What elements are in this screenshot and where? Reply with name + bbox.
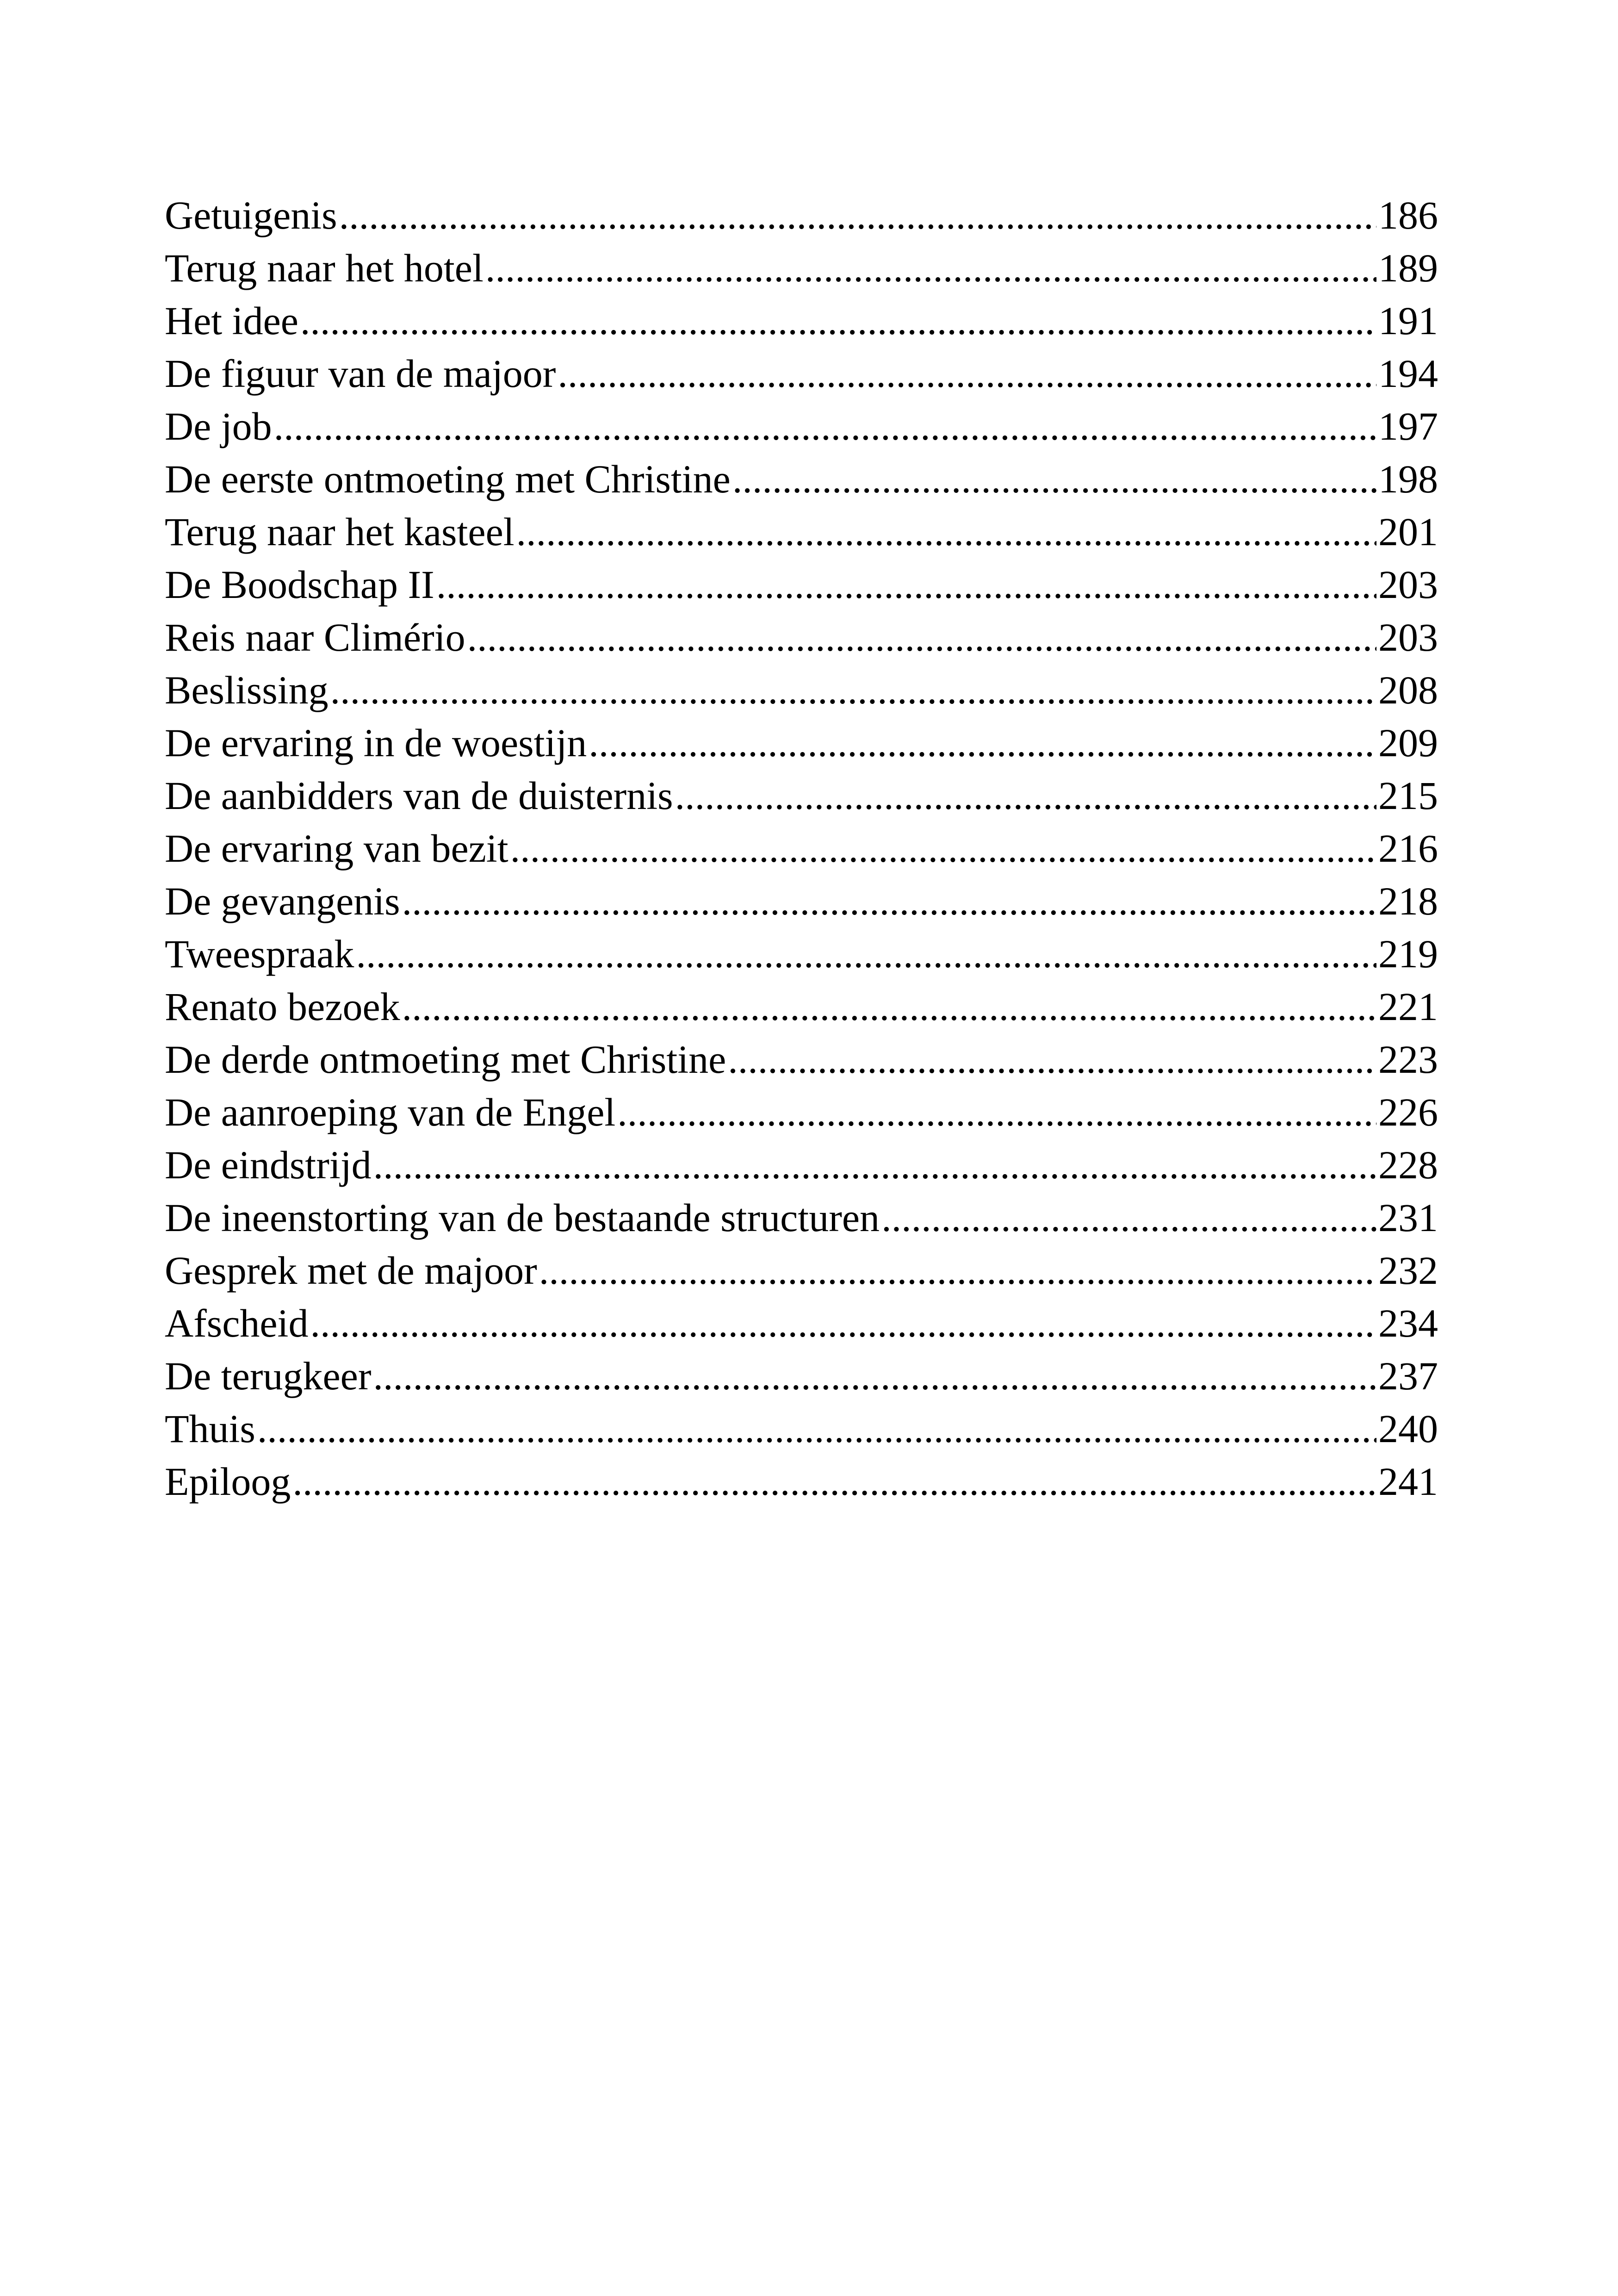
toc-entry-title: Thuis (165, 1406, 255, 1451)
toc-entry (165, 611, 1438, 664)
toc-entry-page: 241 (1378, 1459, 1438, 1504)
toc-entry (165, 1455, 1438, 1508)
toc-entry-title: De job (165, 404, 272, 448)
dot-leader (589, 716, 1376, 769)
dot-leader (558, 347, 1376, 400)
dot-leader (310, 1297, 1376, 1350)
toc-entry-page: 203 (1378, 562, 1438, 607)
toc-entry-page: 186 (1378, 193, 1438, 237)
toc-entry (165, 1033, 1438, 1086)
toc-entry-title: Terug naar het kasteel (165, 510, 515, 554)
toc-entry-title: De eindstrijd (165, 1143, 372, 1187)
toc-entry (165, 927, 1438, 980)
toc-entry (165, 822, 1438, 875)
toc-entry-title: De terugkeer (165, 1354, 372, 1398)
toc-entry (165, 1244, 1438, 1297)
toc-entry-title: Afscheid (165, 1301, 309, 1345)
toc-entry-page: 231 (1378, 1195, 1438, 1240)
dot-leader (510, 822, 1376, 875)
toc-entry (165, 189, 1438, 242)
toc-entry-page: 218 (1378, 879, 1438, 923)
dot-leader (402, 875, 1376, 927)
toc-entry-page: 201 (1378, 510, 1438, 554)
toc-entry (165, 716, 1438, 769)
toc-entry-page: 228 (1378, 1143, 1438, 1187)
toc-entry-page: 216 (1378, 826, 1438, 871)
toc-entry (165, 400, 1438, 453)
dot-leader (292, 1455, 1376, 1508)
toc-entry (165, 664, 1438, 716)
dot-leader (402, 980, 1376, 1033)
toc-entry-page: 234 (1378, 1301, 1438, 1345)
toc-entry-title: De ervaring in de woestijn (165, 721, 587, 765)
toc-entry-page: 223 (1378, 1037, 1438, 1082)
toc-entry (165, 769, 1438, 822)
toc-entry-title: De ervaring van bezit (165, 826, 508, 871)
dot-leader (675, 769, 1376, 822)
dot-leader (539, 1244, 1376, 1297)
dot-leader (436, 558, 1376, 611)
toc-entry-title: De aanroeping van de Engel (165, 1090, 616, 1134)
toc-entry (165, 1297, 1438, 1350)
toc-entry (165, 1191, 1438, 1244)
toc-entry-page: 208 (1378, 668, 1438, 712)
toc-entry-title: Beslissing (165, 668, 329, 712)
dot-leader (732, 453, 1376, 505)
toc-entry-title: Getuigenis (165, 193, 337, 237)
toc-entry-title: De ineenstorting van de bestaande structuren (165, 1195, 880, 1240)
toc-entry-title: De aanbidders van de duisternis (165, 773, 673, 818)
toc-entry-page: 232 (1378, 1248, 1438, 1293)
toc-entry-page: 226 (1378, 1090, 1438, 1134)
dot-leader (274, 400, 1376, 453)
toc-entry (165, 1139, 1438, 1191)
toc-entry (165, 980, 1438, 1033)
toc-entry-page: 191 (1378, 299, 1438, 343)
toc-entry-page: 194 (1378, 351, 1438, 396)
toc-entry-page: 198 (1378, 457, 1438, 501)
toc-entry (165, 242, 1438, 294)
dot-leader (373, 1350, 1376, 1402)
toc-entry-page: 221 (1378, 984, 1438, 1029)
dot-leader (728, 1033, 1376, 1086)
toc-entry-title: Gesprek met de majoor (165, 1248, 537, 1293)
toc-entry-title: Terug naar het hotel (165, 246, 484, 290)
toc-entry-title: De derde ontmoeting met Christine (165, 1037, 726, 1082)
dot-leader (330, 664, 1376, 716)
toc-entry-page: 219 (1378, 932, 1438, 976)
dot-leader (516, 505, 1376, 558)
toc-entry (165, 347, 1438, 400)
toc-entry-title: Het idee (165, 299, 298, 343)
dot-leader (467, 611, 1376, 664)
dot-leader (257, 1402, 1376, 1455)
dot-leader (617, 1086, 1376, 1139)
toc-entry (165, 1350, 1438, 1402)
toc-entry-title: Renato bezoek (165, 984, 400, 1029)
dot-leader (485, 242, 1376, 294)
toc-entry (165, 453, 1438, 505)
toc-entry-title: De figuur van de majoor (165, 351, 556, 396)
toc-entry-title: De gevangenis (165, 879, 400, 923)
toc-entry (165, 875, 1438, 927)
toc-entry-title: De eerste ontmoeting met Christine (165, 457, 731, 501)
toc-entry (165, 1402, 1438, 1455)
toc-entry-title: De Boodschap II (165, 562, 434, 607)
toc-entry-page: 203 (1378, 615, 1438, 660)
toc-entry-page: 240 (1378, 1406, 1438, 1451)
toc-entry-page: 197 (1378, 404, 1438, 448)
dot-leader (339, 189, 1376, 242)
dot-leader (356, 927, 1376, 980)
dot-leader (881, 1191, 1376, 1244)
toc-entry-title: Reis naar Climério (165, 615, 465, 660)
dot-leader (300, 294, 1376, 347)
toc-entry (165, 294, 1438, 347)
toc-entry-page: 189 (1378, 246, 1438, 290)
toc-entry-page: 237 (1378, 1354, 1438, 1398)
toc-entry-title: Epiloog (165, 1459, 291, 1504)
toc-entry-title: Tweespraak (165, 932, 354, 976)
toc-entry (165, 558, 1438, 611)
toc-entry-page: 209 (1378, 721, 1438, 765)
toc-entry (165, 505, 1438, 558)
dot-leader (373, 1139, 1376, 1191)
toc-entry (165, 1086, 1438, 1139)
toc-entry-page: 215 (1378, 773, 1438, 818)
table-of-contents (165, 189, 1438, 1508)
